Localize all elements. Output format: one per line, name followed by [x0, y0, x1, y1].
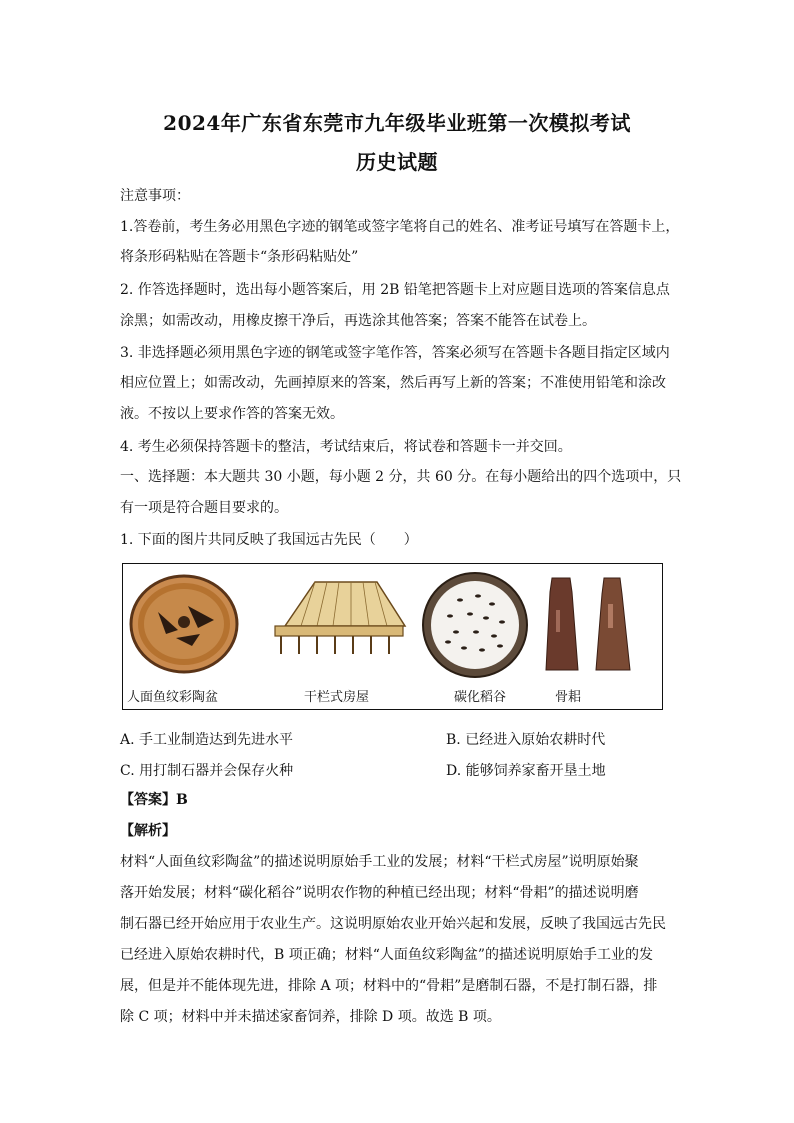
question-figure: [122, 563, 663, 710]
notice-line: 3. 非选择题必须用黑色字迹的钢笔或签字笔作答，答案必须写在答题卡各题目指定区域内: [120, 345, 670, 361]
bone-spade-image: [538, 574, 648, 674]
analysis-line: 已经进入原始农耕时代，B 项正确；材料“人面鱼纹彩陶盆”的描述说明原始手工业的发: [120, 947, 654, 963]
notice-line: 相应位置上；如需改动，先画掉原来的答案，然后再写上新的答案；不准使用铅笔和涂改: [120, 375, 666, 391]
pottery-basin-image: [128, 572, 240, 680]
notice-line: 1.答卷前，考生务必用黑色字迹的钢笔或签字笔将自己的姓名、准考证号填写在答题卡上，: [120, 219, 680, 235]
notice-line: 2. 作答选择题时，选出每小题答案后，用 2B 铅笔把答题卡上对应题目选项的答案信息点: [120, 282, 670, 298]
analysis-line: 制石器已经开始应用于农业生产。这说明原始农业开始兴起和发展，反映了我国远古先民: [120, 916, 666, 932]
carbonized-rice-image: [420, 570, 530, 680]
analysis-label: 【解析】: [120, 823, 176, 839]
page-subtitle: 历史试题: [356, 150, 438, 174]
analysis-line: 落开始发展；材料“碳化稻谷”说明农作物的种植已经出现；材料“骨耜”的描述说明磨: [120, 885, 639, 901]
section-heading: 一、选择题：本大题共 30 小题，每小题 2 分，共 60 分。在每小题给出的四个选项中，只: [120, 469, 682, 485]
section-heading: 有一项是符合题目要求的。: [120, 500, 288, 516]
answer-label: 【答案】B: [120, 792, 188, 808]
figure-caption: 碳化稻谷: [454, 690, 507, 705]
figure-caption: 干栏式房屋: [304, 690, 370, 705]
stilt-house-image: [265, 578, 413, 658]
option-d: D. 能够饲养家畜开垦土地: [446, 763, 606, 779]
option-b: B. 已经进入原始农耕时代: [446, 732, 606, 748]
notice-line: 液。不按以上要求作答的答案无效。: [120, 406, 344, 422]
analysis-line: 展，但是并不能体现先进，排除 A 项；材料中的“骨耜”是磨制石器，不是打制石器，排: [120, 978, 658, 994]
option-c: C. 用打制石器并会保存火种: [120, 763, 294, 779]
figure-caption: 人面鱼纹彩陶盆: [127, 690, 219, 705]
figure-caption: 骨耜: [555, 690, 582, 705]
notice-heading: 注意事项：: [120, 188, 190, 204]
option-a: A. 手工业制造达到先进水平: [120, 732, 294, 748]
page-title: 2024年广东省东莞市九年级毕业班第一次模拟考试: [163, 111, 631, 135]
analysis-line: 材料“人面鱼纹彩陶盆”的描述说明原始手工业的发展；材料“干栏式房屋”说明原始聚: [120, 854, 639, 870]
notice-line: 4. 考生必须保持答题卡的整洁，考试结束后，将试卷和答题卡一并交回。: [120, 439, 572, 455]
analysis-line: 除 C 项；材料中并未描述家畜饲养，排除 D 项。故选 B 项。: [120, 1009, 501, 1025]
notice-line: 将条形码粘贴在答题卡“条形码粘贴处”: [120, 249, 359, 265]
question-stem: 1. 下面的图片共同反映了我国远古先民（ ）: [120, 532, 418, 548]
notice-line: 涂黑；如需改动，用橡皮擦干净后，再选涂其他答案；答案不能答在试卷上。: [120, 313, 596, 329]
